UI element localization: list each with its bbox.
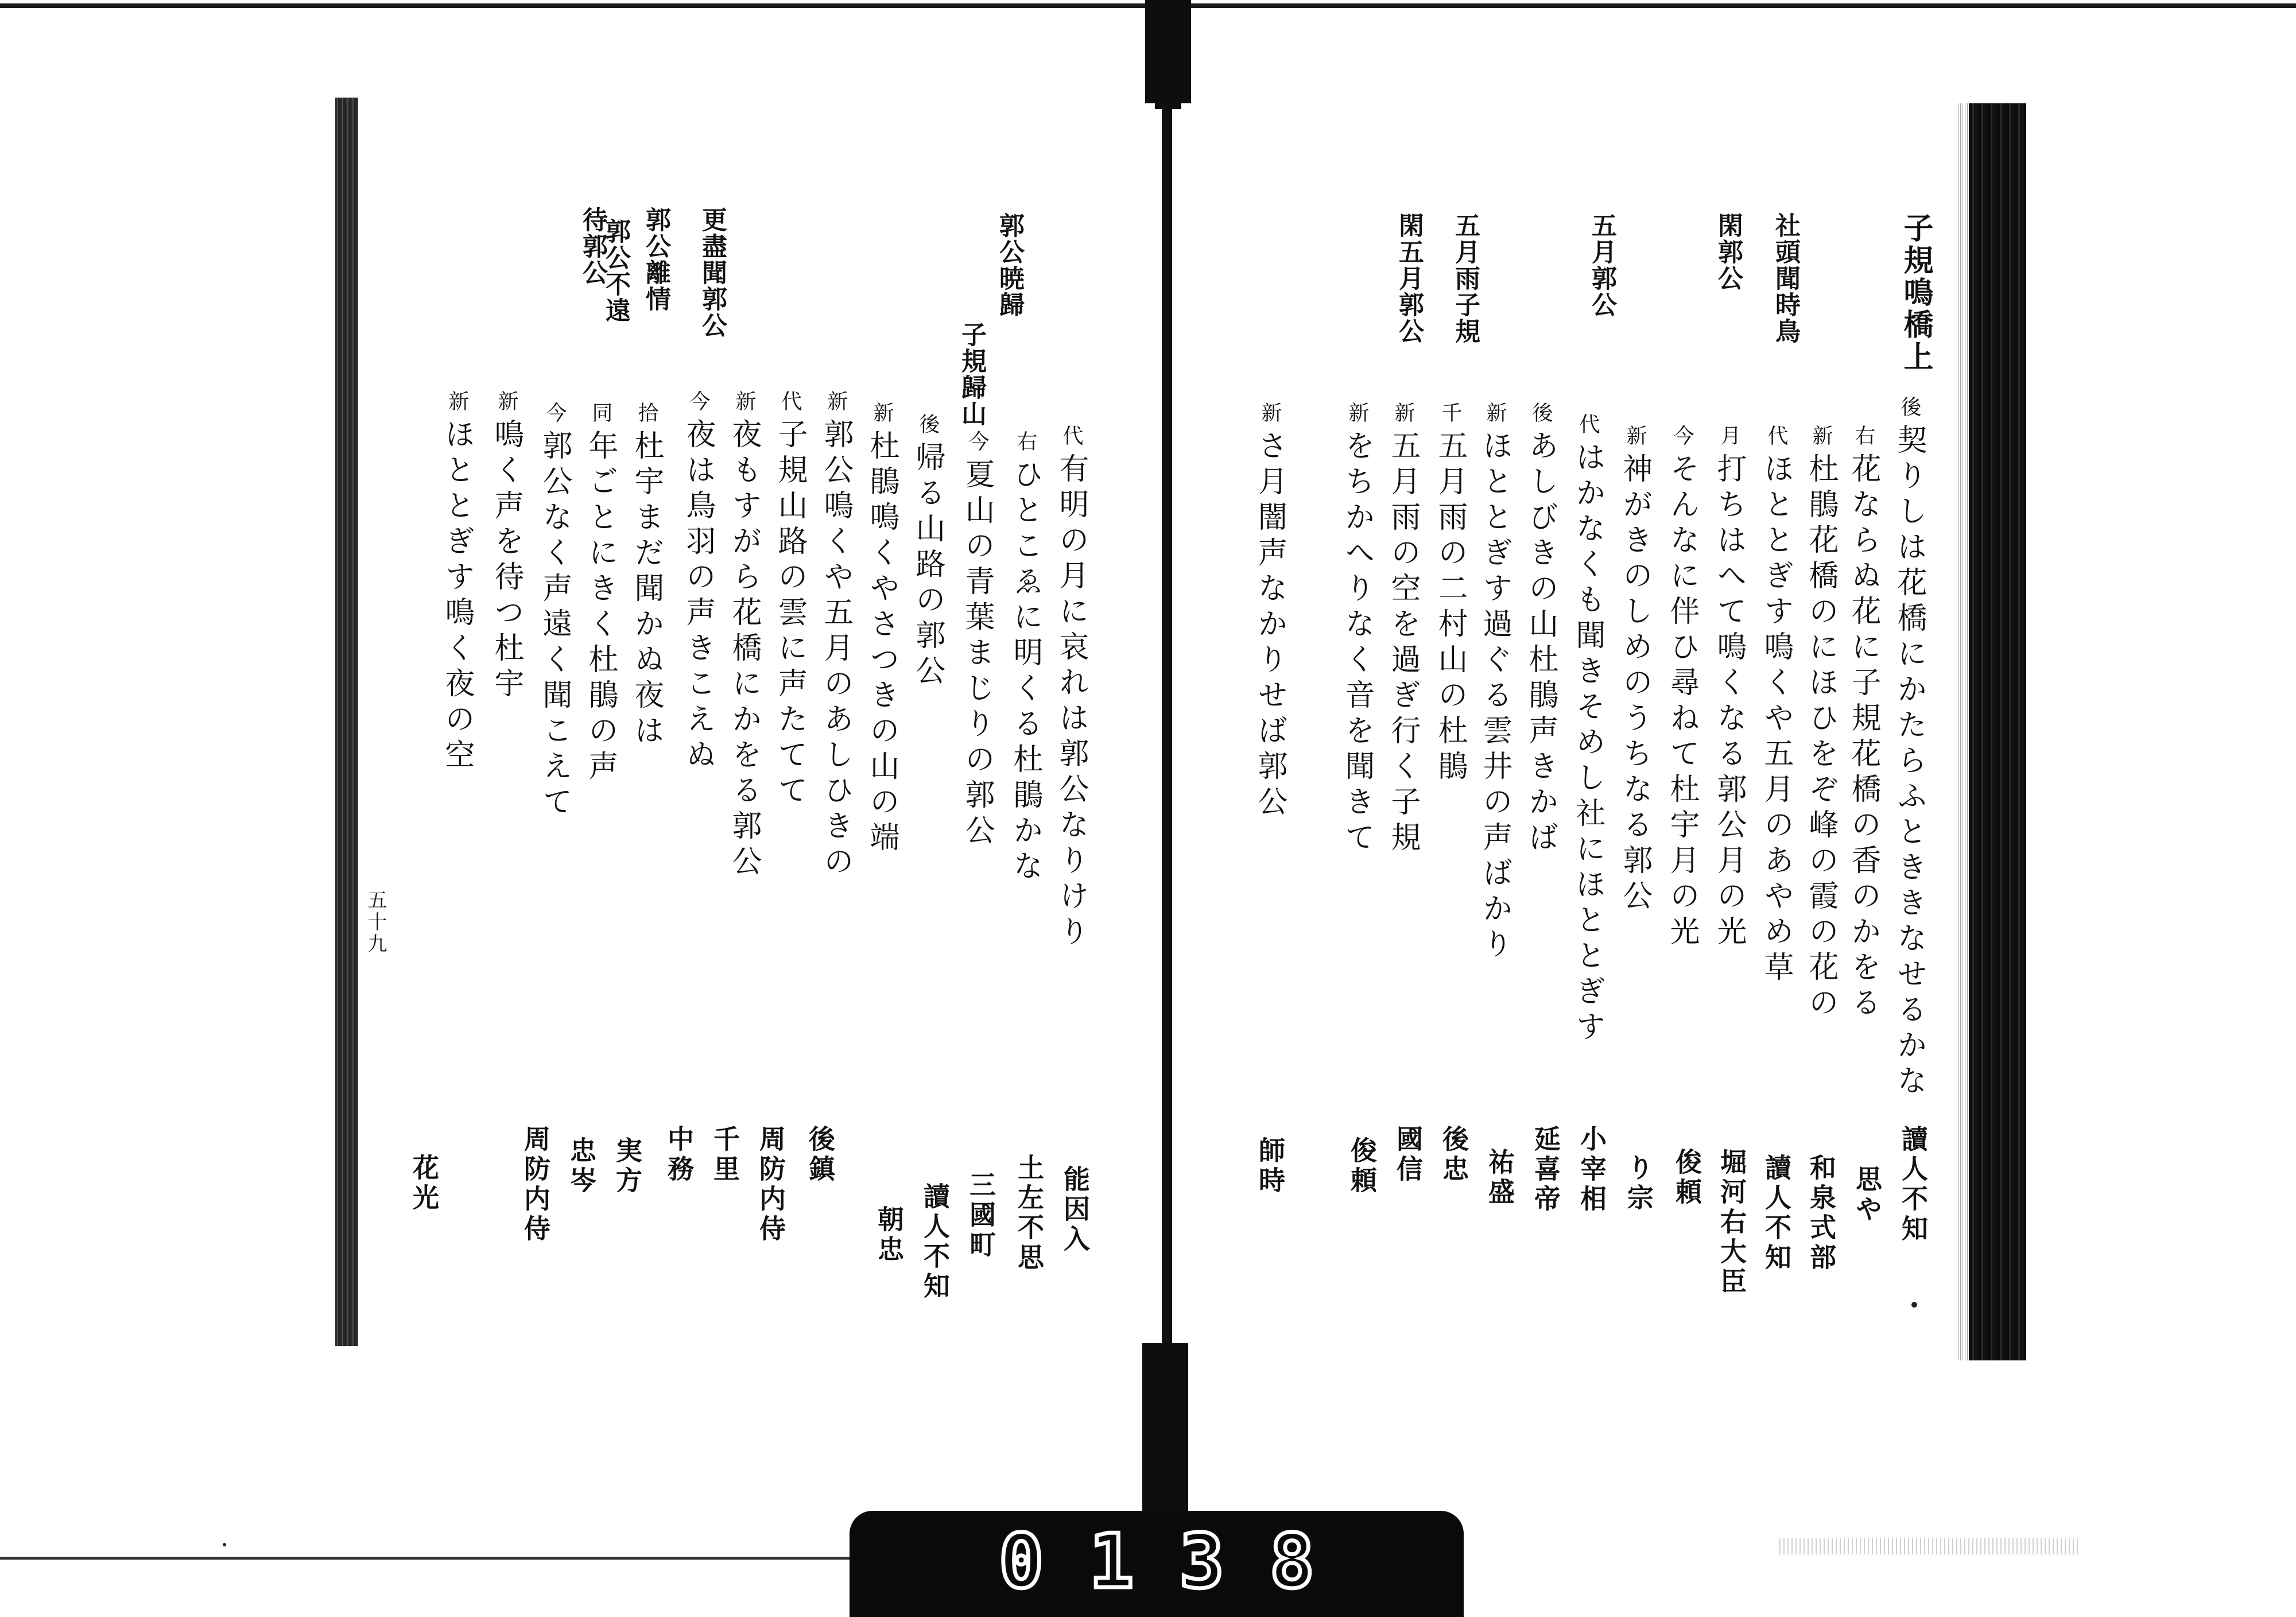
poem-text: 郭公なく声遠く聞こえて: [537, 430, 572, 822]
source-mark: 新: [1809, 425, 1833, 445]
source-mark: 新: [495, 390, 518, 411]
poem-column: [1056, 425, 1086, 951]
poem-text: 有明の月に哀れは郭公なりけり: [1054, 453, 1088, 952]
poem-text: ほととぎす鳴くや五月のあやめ草: [1759, 453, 1793, 987]
poem-text: さ月闇声なかりせば郭公: [1252, 430, 1287, 822]
poem-column: [775, 390, 805, 810]
poem-author: 堀河右大臣: [1716, 1148, 1747, 1297]
source-mark: 今: [687, 390, 710, 411]
poem-column: [683, 390, 713, 774]
poem-column: [1714, 425, 1744, 951]
poem-author: 俊頼: [1671, 1148, 1702, 1208]
source-mark: 新: [824, 390, 848, 411]
poem-author: 朝忠: [874, 1205, 905, 1265]
poem-text: 子規山路の雲に声たてて: [773, 418, 807, 811]
poem-column: [1435, 402, 1465, 786]
right-page-edge: [1969, 103, 2026, 1360]
poem-column: [1761, 425, 1791, 987]
poem-author: 師時: [1255, 1137, 1286, 1196]
frame-digit: 1: [1089, 1518, 1140, 1605]
source-mark: 今: [1670, 425, 1694, 445]
source-mark: 新: [1258, 402, 1282, 422]
poem-text: 年ごとにきく杜鵑の声: [583, 430, 618, 786]
poem-author: 周防内侍: [755, 1125, 786, 1244]
source-mark: 代: [778, 390, 802, 411]
heading: 郭公不遠: [601, 218, 630, 324]
folio-number: 五十九: [364, 890, 387, 955]
poem-author: 花光: [409, 1154, 440, 1213]
poem-column: [821, 390, 851, 881]
poem-text: 鳴く声を待つ杜宇: [489, 418, 523, 704]
heading: 郭公離情: [641, 207, 670, 312]
poem-text: 夏山の青葉まじりの郭公: [960, 459, 994, 851]
heading: 待郭公: [578, 207, 607, 286]
frame-digit: 8: [1269, 1518, 1320, 1605]
source-mark: 後: [916, 413, 940, 434]
poem-column: [537, 402, 572, 822]
poem-author: 小宰相: [1576, 1125, 1607, 1215]
bottom-film-edge: [0, 1557, 861, 1560]
source-mark: 後: [1898, 396, 1921, 417]
poem-column: [1010, 431, 1040, 886]
poem-text: ほととぎす過ぐる雲井の声ばかり: [1477, 430, 1512, 964]
poem-text: ひとこゑに明くる杜鵑かな: [1008, 459, 1042, 886]
poem-author: 思や: [1852, 1165, 1883, 1225]
poem-author: 後鎮: [805, 1125, 836, 1185]
heading: 閑郭公: [1713, 212, 1743, 292]
poem-column: [910, 413, 945, 691]
frame-digit: 0: [999, 1518, 1050, 1605]
ink-speck: [1911, 1302, 1917, 1308]
poem-author: 讀人不知: [920, 1182, 951, 1302]
heading: 閑五月郭公: [1394, 212, 1424, 344]
poem-column: [1252, 402, 1287, 822]
poem-column: [1570, 413, 1605, 1047]
poem-author: 祐盛: [1484, 1148, 1515, 1208]
poem-text: 契りしは花橋にかたらふとききなせるかな: [1892, 424, 1926, 1101]
source-mark: 新: [1623, 425, 1647, 445]
poem-column: [491, 390, 521, 703]
poem-text: そんなに伴ひ尋ねて杜宇月の光: [1665, 453, 1699, 952]
poem-text: ほととぎす鳴く夜の空: [440, 418, 474, 775]
left-page-edge: [335, 98, 358, 1346]
binding-clip-top: [1145, 0, 1191, 103]
frame-number: [999, 1518, 1320, 1605]
poem-text: 夜は鳥羽の声きこえぬ: [681, 418, 715, 775]
poem-column: [864, 402, 899, 858]
source-mark: 代: [1764, 425, 1788, 445]
poem-text: 五月雨の二村山の杜鵑: [1433, 430, 1467, 786]
poem-author: 能因入: [1060, 1165, 1091, 1255]
poem-text: 杜鵑鳴くやさつきの山の端: [864, 430, 899, 858]
poem-text: 杜鵑花橋のにほひをぞ峰の霞の花の: [1804, 453, 1838, 1023]
poem-column: [1806, 425, 1836, 1022]
poem-author: 後忠: [1438, 1125, 1469, 1185]
poem-text: はかなくも聞きそめし社にほととぎす: [1570, 441, 1605, 1047]
source-mark: 今: [965, 431, 989, 451]
poem-column: [1477, 402, 1512, 964]
poem-column: [1667, 425, 1697, 951]
poem-author: 國信: [1393, 1125, 1424, 1185]
poem-column: [629, 402, 664, 751]
poem-author: 実方: [612, 1137, 643, 1196]
source-mark: 右: [1852, 425, 1875, 445]
poem-column: [583, 402, 618, 786]
poem-author: 讀人不知: [1898, 1125, 1929, 1244]
source-mark: 今: [543, 402, 567, 422]
poem-author: 和泉式部: [1806, 1154, 1837, 1273]
poem-column: [962, 431, 992, 850]
poem-author: 延喜帝: [1530, 1125, 1561, 1215]
heading: 更盡聞郭公: [697, 207, 727, 339]
poem-column: [1620, 425, 1650, 916]
source-mark: 新: [445, 390, 469, 411]
poem-text: 帰る山路の郭公: [910, 441, 945, 691]
poem-text: 花ならぬ花に子規花橋の香のかをる: [1846, 453, 1880, 1023]
poem-column: [1848, 425, 1878, 1022]
source-mark: 新: [1391, 402, 1415, 422]
poem-author: 三國町: [965, 1171, 996, 1261]
source-mark: 月: [1717, 425, 1741, 445]
poem-text: 神がきのしめのうちなる郭公: [1618, 453, 1652, 916]
poem-text: 杜宇まだ聞かぬ夜は: [629, 430, 664, 751]
poem-author: 千里: [709, 1125, 740, 1185]
poem-text: 郭公鳴くや五月のあしひきの: [819, 418, 853, 882]
source-mark: 代: [1576, 413, 1600, 434]
poem-text: をちかへりなく音を聞きて: [1340, 430, 1374, 858]
poem-column: [729, 390, 759, 881]
source-mark: 新: [870, 402, 894, 422]
poem-author: 周防内侍: [520, 1125, 551, 1244]
book-spine: [1162, 103, 1172, 1355]
scan-noise: [1779, 1538, 2078, 1554]
poem-column: [442, 390, 472, 774]
poem-author: り宗: [1623, 1154, 1654, 1213]
poem-column: [1388, 402, 1418, 857]
poem-author: 中務: [664, 1125, 695, 1185]
poem-author: 俊頼: [1347, 1137, 1378, 1196]
poem-author: 讀人不知: [1761, 1154, 1792, 1273]
heading: 五月郭公: [1587, 212, 1616, 318]
source-mark: 拾: [635, 402, 658, 422]
heading: 子規歸山: [957, 321, 986, 427]
source-mark: 後: [1529, 402, 1553, 422]
poem-column: [1523, 402, 1558, 858]
poem-text: 五月雨の空を過ぎ行く子規: [1386, 430, 1420, 858]
ink-speck: [223, 1543, 226, 1546]
heading: 子規鳴橋上: [1898, 212, 1933, 373]
poem-column: [1894, 396, 1924, 1100]
source-mark: 右: [1014, 431, 1037, 451]
poem-author: 土左不思: [1014, 1154, 1045, 1273]
heading: 社頭聞時鳥: [1771, 212, 1800, 344]
heading: 郭公暁歸: [995, 212, 1024, 318]
source-mark: 新: [1345, 402, 1369, 422]
source-mark: 同: [589, 402, 612, 422]
source-mark: 新: [1483, 402, 1507, 422]
frame-digit: 3: [1179, 1518, 1230, 1605]
heading: 五月雨子規: [1450, 212, 1480, 344]
poem-text: 夜もすがら花橋にかをる郭公: [727, 418, 761, 882]
source-mark: 新: [732, 390, 756, 411]
poem-text: あしびきの山杜鵑声きかば: [1523, 430, 1558, 858]
poem-column: [1342, 402, 1372, 857]
source-mark: 代: [1060, 425, 1083, 445]
poem-author: 忠岑: [566, 1137, 597, 1196]
source-mark: 千: [1438, 402, 1462, 422]
poem-text: 打ちはへて鳴くなる郭公月の光: [1712, 453, 1746, 952]
